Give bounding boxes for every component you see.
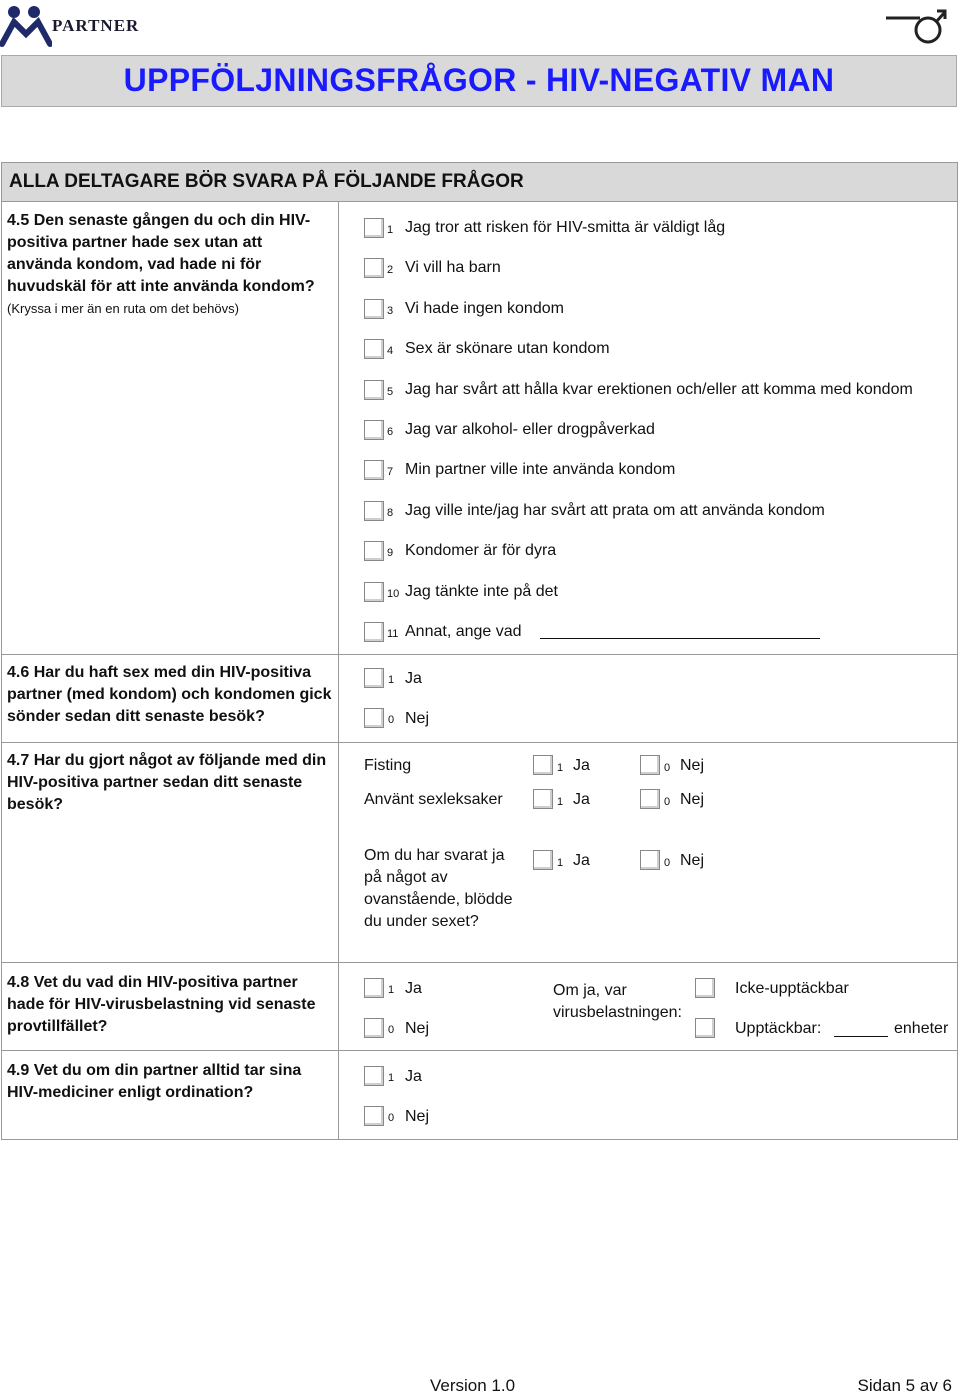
q45-option-3-checkbox[interactable] [364,299,384,319]
question-4-7-text: 4.7 Har du gjort något av följande med din HIV-positiva partner sedan ditt senaste besök? [7,752,327,813]
q45-option-7-checkbox[interactable] [364,460,384,480]
q45-option-2-checkbox[interactable] [364,258,384,278]
row-divider [1,742,958,743]
bleeding-followup-question: Om du har svarat ja på något av ovanstående, blödde du under sexet? [364,847,513,930]
bleeding-no-code: 0 [664,857,671,869]
bleeding-no-checkbox[interactable] [640,850,660,870]
units-label: enheter [894,1020,949,1037]
q45-option-4-checkbox[interactable] [364,339,384,359]
q45-option-2-code: 2 [387,264,394,276]
fisting-label: Fisting [364,757,412,774]
q45-option-8-checkbox[interactable] [364,501,384,521]
q45-option-2-label: Vi vill ha barn [405,259,501,276]
fisting-no-label: Nej [680,757,705,774]
q45-option-11-label: Annat, ange vad [405,623,522,640]
q45-option-3-label: Vi hade ingen kondom [405,300,564,317]
q46-no-checkbox[interactable] [364,708,384,728]
q45-option-10-checkbox[interactable] [364,582,384,602]
detectable-label: Upptäckbar: [735,1020,822,1037]
q45-option-6-checkbox[interactable] [364,420,384,440]
question-4-6-text: 4.6 Har du haft sex med din HIV-positiva partner (med kondom) och kondomen gick sönder sedan ditt senaste besök? [7,664,332,725]
q45-option-8-label: Jag ville inte/jag har svårt att prata om att använda kondom [405,502,825,519]
column-divider [338,202,339,1140]
page-title: UPPFÖLJNINGSFRÅGOR - HIV-NEGATIV MAN [123,62,835,98]
question-4-8-text: 4.8 Vet du vad din HIV-positiva partner hade för HIV-virusbelastning vid senaste provtillfället? [7,974,316,1035]
q45-option-4-code: 4 [387,345,394,357]
question-4-5-text: 4.5 Den senaste gången du och din HIV-positiva partner hade sex utan att använda kondom, vad hade ni för huvudskäl för att inte använda kondom? [7,212,315,295]
bleeding-yes-checkbox[interactable] [533,850,553,870]
question-4-5 [7,210,327,320]
q49-yes-checkbox[interactable] [364,1066,384,1086]
q49-no-label: Nej [405,1108,430,1125]
fisting-yes-label: Ja [573,757,590,774]
question-4-9-text: 4.9 Vet du om din partner alltid tar sina HIV-mediciner enligt ordination? [7,1062,302,1101]
section-header [1,162,958,202]
detectable-checkbox[interactable] [695,1018,715,1038]
q49-yes-label: Ja [405,1068,422,1085]
row-divider [1,654,958,655]
undetectable-checkbox[interactable] [695,978,715,998]
q45-option-7-label: Min partner ville inte använda kondom [405,461,676,478]
q45-option-3-code: 3 [387,305,394,317]
q45-option-1-code: 1 [387,224,394,236]
q48-yes-code: 1 [388,984,395,996]
q46-yes-code: 1 [388,674,395,686]
q45-option-11-checkbox[interactable] [364,622,384,642]
bleeding-no-label: Nej [680,852,705,869]
q45-option-5-label: Jag har svårt att hålla kvar erektionen och/eller att komma med kondom [405,381,913,398]
partner-logo [0,0,170,50]
sex-toys-yes-code: 1 [557,796,564,808]
q46-no-code: 0 [388,714,395,726]
q45-option-1-label: Jag tror att risken för HIV-smitta är väldigt låg [405,219,726,236]
row-divider [1,962,958,963]
q45-option-5-code: 5 [387,386,394,398]
fisting-yes-checkbox[interactable] [533,755,553,775]
q45-option-11-code: 11 [387,628,399,640]
brand-name: PARTNER [52,16,140,35]
viral-load-question: Om ja, var virusbelastningen: [553,982,682,1021]
partner-figures-icon [0,0,52,50]
undetectable-label: Icke-upptäckbar [735,980,849,997]
fisting-no-code: 0 [664,762,671,774]
q48-yes-checkbox[interactable] [364,978,384,998]
fisting-yes-code: 1 [557,762,564,774]
q49-yes-code: 1 [388,1072,395,1084]
q45-option-10-code: 10 [387,588,400,600]
sex-toys-yes-checkbox[interactable] [533,789,553,809]
q45-option-8-code: 8 [387,507,394,519]
q46-no-label: Nej [405,710,430,727]
title-banner [1,55,957,107]
sex-toys-no-label: Nej [680,791,705,808]
q45-option-7-code: 7 [387,466,394,478]
male-female-symbol-icon [884,6,948,46]
sex-toys-label: Använt sexleksaker [364,791,503,808]
q45-option-5-checkbox[interactable] [364,380,384,400]
q45-option-9-checkbox[interactable] [364,541,384,561]
q45-option-4-label: Sex är skönare utan kondom [405,340,610,357]
q45-option-10-label: Jag tänkte inte på det [405,583,558,600]
q48-yes-label: Ja [405,980,422,997]
q45-option-9-label: Kondomer är för dyra [405,542,557,559]
q45-option-6-label: Jag var alkohol- eller drogpåverkad [405,421,655,438]
q48-no-code: 0 [388,1024,395,1036]
section-header-text: ALLA DELTAGARE BÖR SVARA PÅ FÖLJANDE FRÅGOR [9,171,524,192]
fisting-no-checkbox[interactable] [640,755,660,775]
q48-no-label: Nej [405,1020,430,1037]
bleeding-yes-label: Ja [573,852,590,869]
row-divider [1,1050,958,1051]
sex-toys-yes-label: Ja [573,791,590,808]
q45-option-9-code: 9 [387,547,394,559]
q46-yes-label: Ja [405,670,422,687]
sex-toys-no-code: 0 [664,796,671,808]
q48-no-checkbox[interactable] [364,1018,384,1038]
other-specify-line[interactable] [540,638,820,639]
q49-no-checkbox[interactable] [364,1106,384,1126]
q45-option-1-checkbox[interactable] [364,218,384,238]
bleeding-yes-code: 1 [557,857,564,869]
q49-no-code: 0 [388,1112,395,1124]
page-number: Sidan 5 av 6 [857,1376,952,1395]
q45-option-6-code: 6 [387,426,394,438]
question-4-5-note: (Kryssa i mer än en ruta om det behövs) [7,301,239,316]
q46-yes-checkbox[interactable] [364,668,384,688]
detectable-value-line[interactable] [834,1036,888,1037]
version-label: Version 1.0 [430,1376,516,1395]
sex-toys-no-checkbox[interactable] [640,789,660,809]
